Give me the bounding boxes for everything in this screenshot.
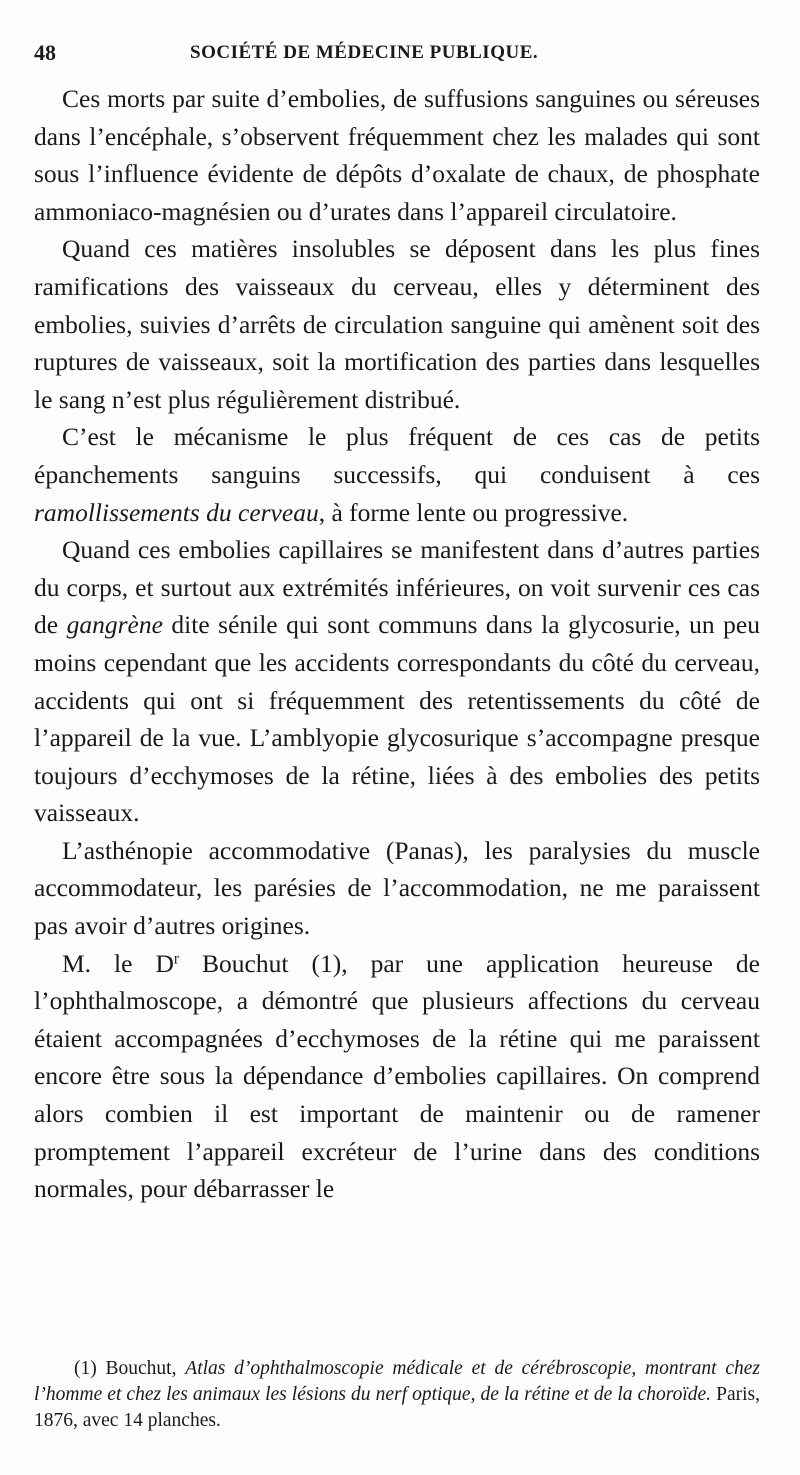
paragraph-6 (34, 945, 760, 1208)
paragraph-3-text-after: , à forme lente ou progressive. (318, 497, 629, 527)
paragraph-3-emphasis: ramollissements du cerveau (34, 497, 319, 527)
paragraph-1: Ces morts par suite d’embolies, de suffusions sanguines ou séreuses dans l’encéphale, s’observent fréquemment chez les malades qui sont sous l’influence évidente de dépôts d’oxalate de chaux, de phosphate ammoniaco-magnésien ou d’urates dans l’appareil circulatoire. (34, 84, 760, 226)
footnote-marker: (1) Bouchut, (74, 1358, 186, 1379)
paragraph-4-text-after: dite sénile qui sont communs dans la glycosurie, un peu moins cependant que les accidents correspondants du côté du cerveau, accidents qui ont si fréquemment des retentissements du côté de l’appareil de la vue. L’amblyopie glycosurique s’accompagne presque toujours d’ecchymoses de la rétine, liées à des embolies des petits vaisseaux. (34, 610, 760, 828)
footnote-title: Atlas d’ophthalmoscopie médicale et de cérébroscopie, montrant chez l’homme et chez les animaux les lésions du nerf optique, de la rétine et de la choroïde. (34, 1358, 760, 1405)
footnote (34, 1356, 760, 1434)
paragraph-4-text-before: Quand ces embolies capillaires se manifestent dans d’autres parties du corps, et surtout aux extrémités inférieures, on voit survenir ces cas de (34, 535, 760, 640)
page-header (34, 40, 774, 72)
paragraph-4 (34, 531, 760, 832)
footnote-imprint: Paris, 1876, avec 14 planches. (34, 1384, 761, 1431)
paragraph-4-emphasis: gangrène (66, 610, 163, 640)
body-text (34, 80, 760, 1208)
paragraph-6-superscript: r (173, 950, 180, 968)
paragraph-5: L’asthénopie accommodative (Panas), les paralysies du muscle accommodateur, les parésies de l’accommodation, ne me paraissent pas avoir d’autres origines. (34, 835, 760, 941)
paragraph-2: Quand ces matières insolubles se déposent dans les plus fines ramifications des vaisseaux du cerveau, elles y déterminent des embolies, suivies d’arrêts de circulation sanguine qui amènent soit des ruptures de vaisseaux, soit la mortification des parties dans lesquelles le sang n’est plus régulièrement distribué. (34, 234, 760, 414)
paragraph-6-text-after: Bouchut (1), par une application heureuse de l’ophthalmoscope, a démontré que plusieurs affections du cerveau étaient accompagnées d’ecchymoses de la rétine qui me paraissent encore être sous la dépendance d’embolies capillaires. On comprend alors combien il est important de maintenir ou de ramener promptement l’appareil excréteur de l’urine dans des conditions normales, pour débarrasser le (34, 948, 760, 1204)
paragraph-3 (34, 418, 760, 531)
paragraph-6-text-before: M. le D (62, 948, 174, 978)
paragraph-3-text-before: C’est le mécanisme le plus fréquent de ces cas de petits épanchements sanguins successifs, qui conduisent à ces (34, 422, 760, 489)
page-number: 48 (34, 40, 56, 65)
running-head: SOCIÉTÉ DE MÉDECINE PUBLIQUE. (190, 42, 539, 63)
